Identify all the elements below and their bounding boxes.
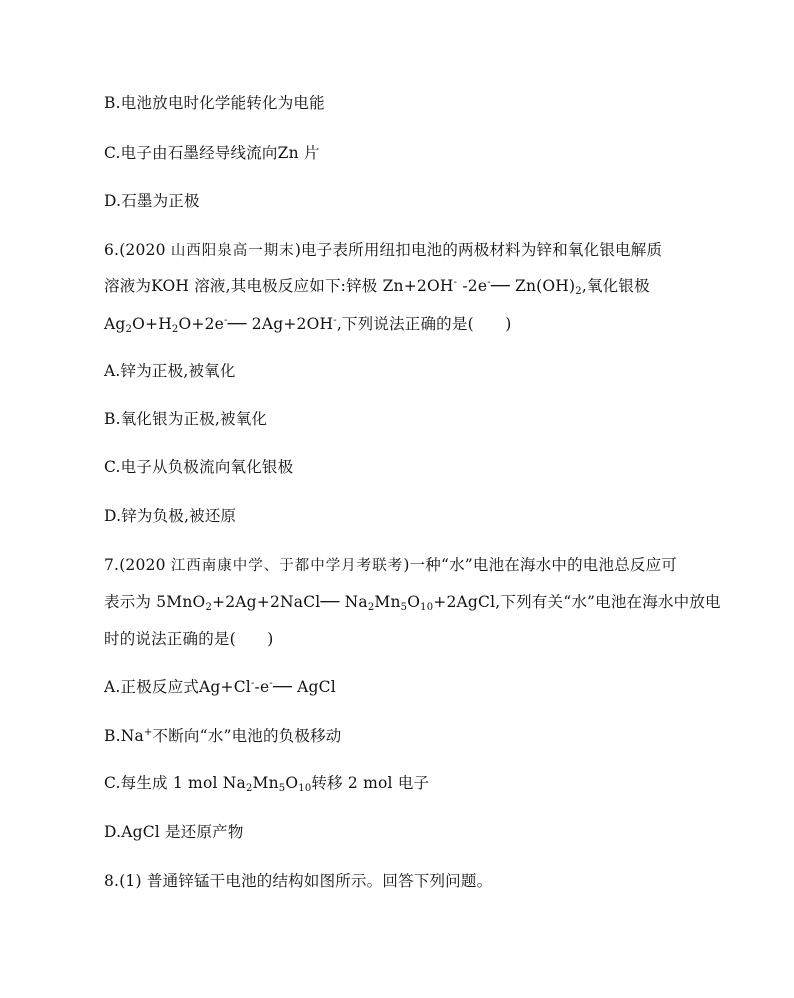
q7-option-a: A.正极反应式Ag+Cl--e-── AgCl [104, 678, 336, 696]
q5-option-b: B.电池放电时化学能转化为电能 [104, 94, 325, 112]
q7-stem-line-2: 表示为 5MnO$_2$+2Ag+2NaCl── $Na_2Mn_5O_{10}+2AgCl$,下列有关“水”电池在海水中放电 [104, 593, 721, 613]
q6-option-a: A.锌为正极,被氧化 [104, 362, 236, 380]
q7-option-d: D.AgCl 是还原产物 [104, 823, 244, 841]
q6-stem-line-3: $Ag_2O+H_2O+2e^-──$ 2Ag+2OH-,下列说法正确的是( ) [104, 315, 512, 335]
q7-source: 江西南康中学、于都中学月考联考 [170, 558, 404, 574]
q8-stem-line-1: 8.(1) 普通锌锰干电池的结构如图所示。回答下列问题。 [104, 872, 493, 890]
q7-option-b: B.Na+不断向“水”电池的负极移动 [104, 727, 342, 745]
q5-option-d: D.石墨为正极 [104, 192, 200, 210]
q6-source: 山西阳泉高一期末 [170, 243, 295, 259]
q5-option-c: C.电子由石墨经导线流向Zn 片 [104, 144, 320, 162]
q6-stem-line-2: 溶液为KOH 溶液,其电极反应如下:锌极 Zn+2OH- -2e-── $Zn(OH)_2$,氧化银极 [104, 277, 650, 297]
q6-option-c: C.电子从负极流向氧化银极 [104, 458, 294, 476]
q7-stem-line-3: 时的说法正确的是( ) [104, 630, 274, 648]
q6-option-d: D.锌为负极,被还原 [104, 507, 237, 525]
q7-stem-line-1: 7.(2020 江西南康中学、于都中学月考联考)一种“水”电池在海水中的电池总反应可 [104, 556, 678, 574]
q6-stem-line-1: 6.(2020 山西阳泉高一期末)电子表所用纽扣电池的两极材料为锌和氧化银电解质 [104, 241, 663, 259]
q7-option-c: C.每生成 1 mol $Na_2Mn_5O_{10}$转移 2 mol 电子 [104, 774, 430, 794]
q6-option-b: B.氧化银为正极,被氧化 [104, 410, 268, 428]
